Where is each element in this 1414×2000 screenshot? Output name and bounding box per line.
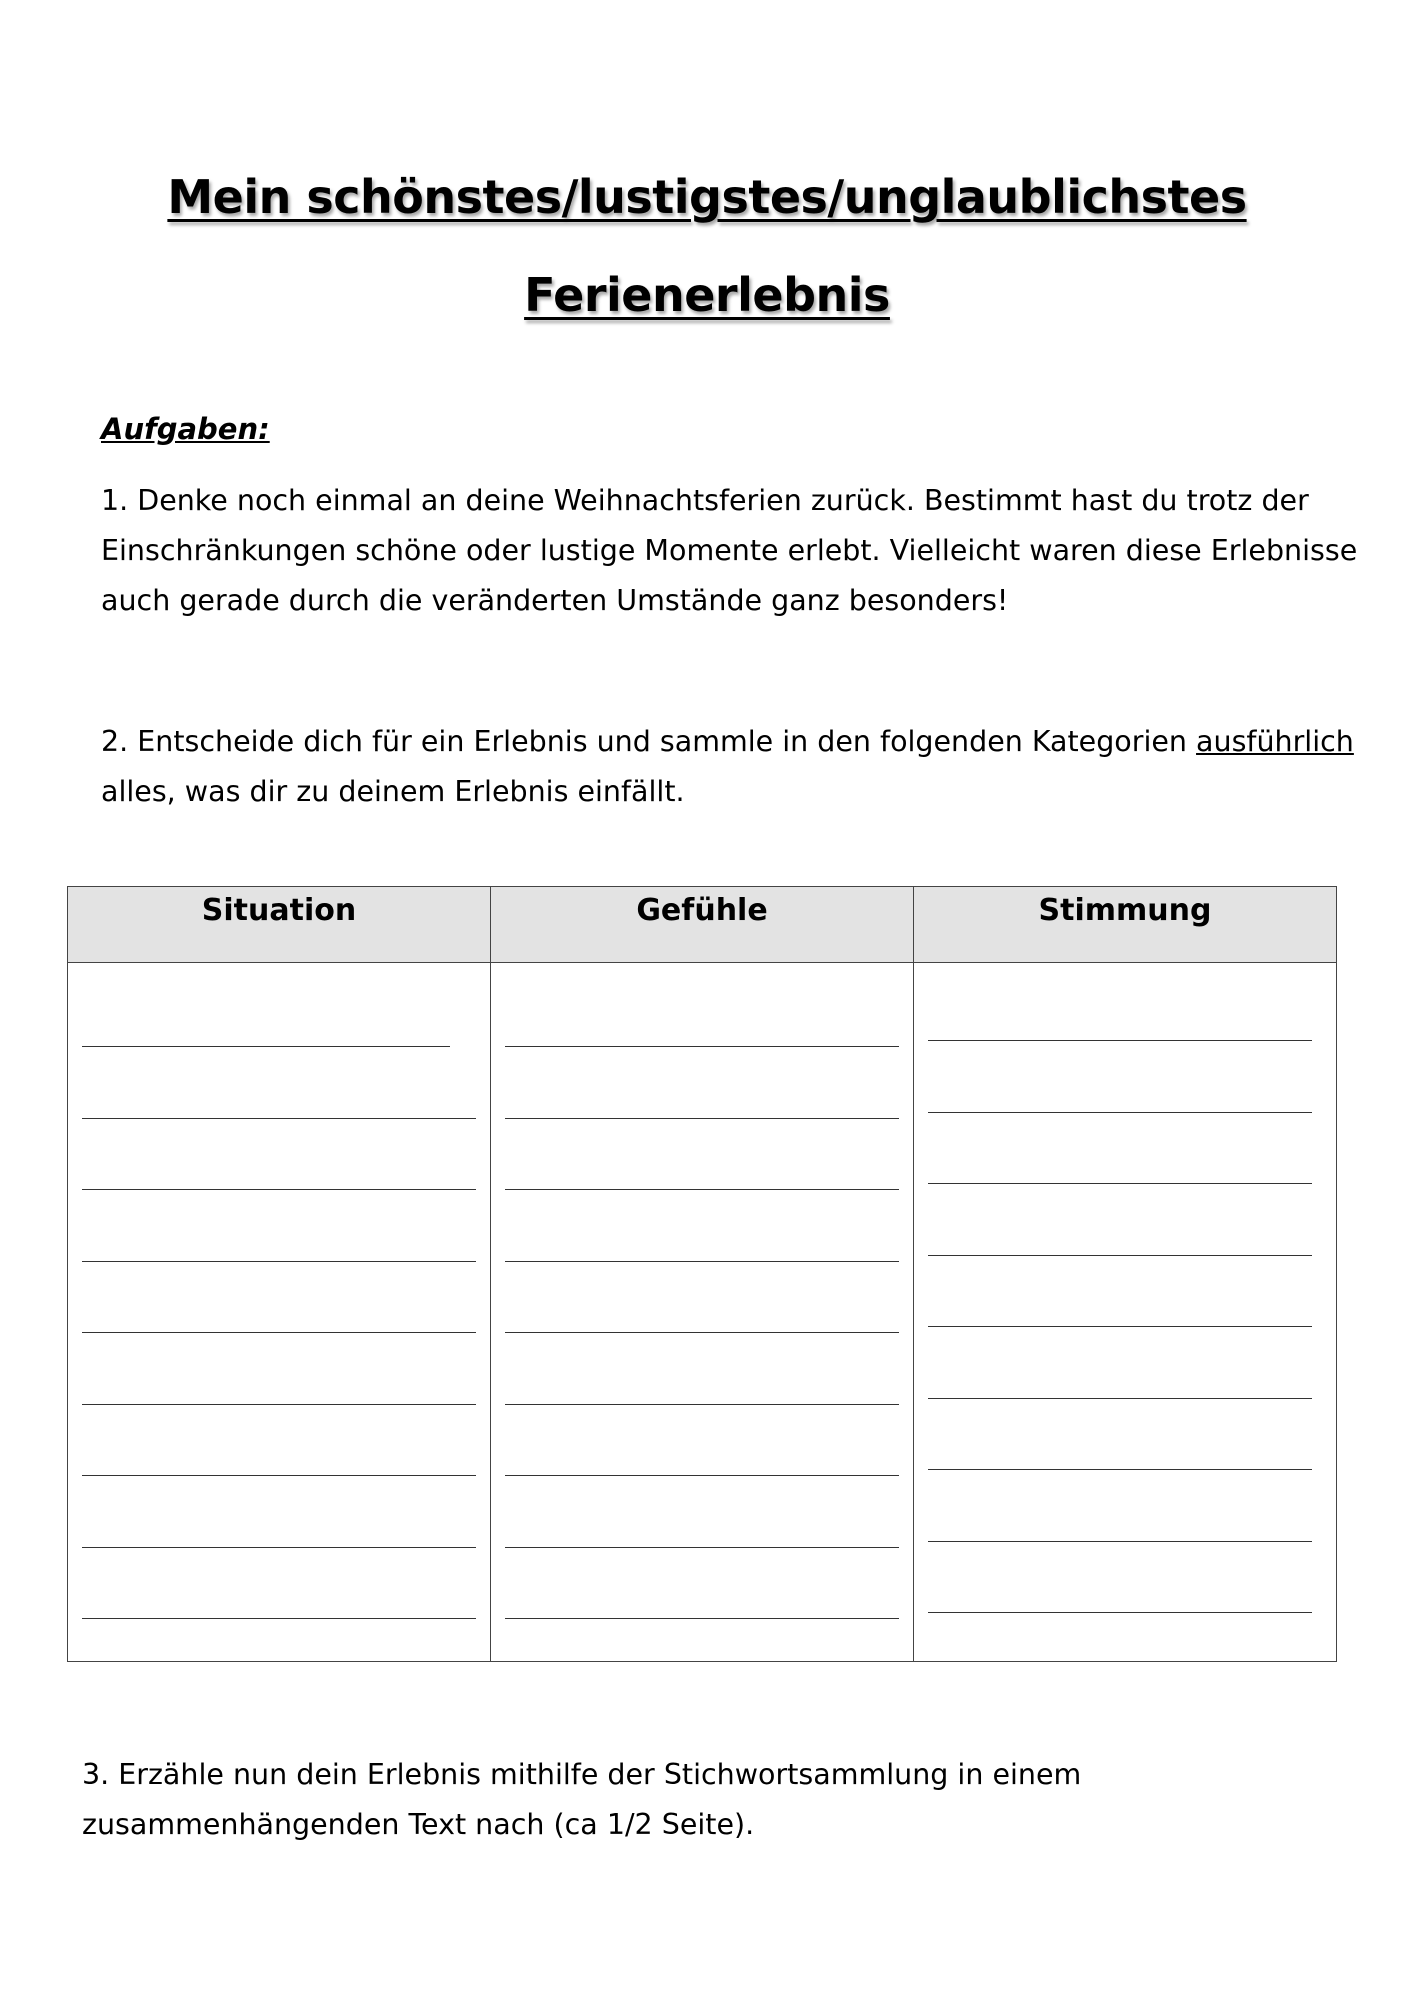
writing-line <box>82 1261 476 1262</box>
writing-line <box>82 1332 476 1333</box>
writing-line <box>928 1541 1312 1542</box>
writing-line <box>928 1469 1312 1470</box>
writing-line <box>82 1118 476 1119</box>
worksheet-title <box>0 148 1414 344</box>
column-stimmung[interactable] <box>914 963 1337 1662</box>
task-2-part-2: alles, was dir zu deinem Erlebnis einfällt. <box>101 775 685 808</box>
task-3-text: 3. Erzähle nun dein Erlebnis mithilfe der Stichwortsammlung in einem zusammenhängenden Text nach (ca 1/2 Seite). <box>82 1758 1082 1841</box>
writing-line <box>82 1618 476 1619</box>
writing-line <box>928 1255 1312 1256</box>
table-body-row <box>68 963 1337 1662</box>
writing-line <box>82 1046 450 1047</box>
writing-line <box>928 1326 1312 1327</box>
writing-line <box>505 1404 899 1405</box>
column-gefuehle[interactable] <box>491 963 914 1662</box>
header-gefuehle: Gefühle <box>491 887 914 963</box>
writing-line <box>505 1547 899 1548</box>
writing-line <box>82 1475 476 1476</box>
writing-line <box>928 1612 1312 1613</box>
task-2-part-1: 2. Entscheide dich für ein Erlebnis und sammle in den folgenden Kategorien <box>101 725 1187 758</box>
header-stimmung: Stimmung <box>914 887 1337 963</box>
task-2-underlined-word: ausführlich <box>1196 725 1354 758</box>
writing-line <box>505 1618 899 1619</box>
writing-line <box>928 1183 1312 1184</box>
writing-line <box>82 1547 476 1548</box>
column-situation[interactable] <box>68 963 491 1662</box>
writing-line <box>505 1046 899 1047</box>
writing-line <box>505 1475 899 1476</box>
writing-line <box>928 1040 1312 1041</box>
task-2-text <box>101 717 1361 817</box>
tasks-heading: Aufgaben: <box>101 412 270 446</box>
writing-line <box>82 1404 476 1405</box>
writing-line <box>505 1261 899 1262</box>
task-1-text: 1. Denke noch einmal an deine Weihnachtsferien zurück. Bestimmt hast du trotz der Einschränkungen schöne oder lustige Momente erlebt. Vielleicht waren diese Erlebnisse auch gerade durch die veränderten Umstände ganz besonders! <box>101 484 1358 617</box>
collection-table <box>67 886 1337 1662</box>
writing-line <box>928 1112 1312 1113</box>
writing-line <box>82 1189 476 1190</box>
table-header-row <box>68 887 1337 963</box>
title-line-1: Mein schönstes/lustigstes/unglaublichstes <box>167 170 1247 224</box>
writing-line <box>505 1189 899 1190</box>
writing-line <box>505 1332 899 1333</box>
writing-line <box>505 1118 899 1119</box>
title-line-2: Ferienerlebnis <box>524 268 890 322</box>
writing-line <box>928 1398 1312 1399</box>
header-situation: Situation <box>68 887 491 963</box>
